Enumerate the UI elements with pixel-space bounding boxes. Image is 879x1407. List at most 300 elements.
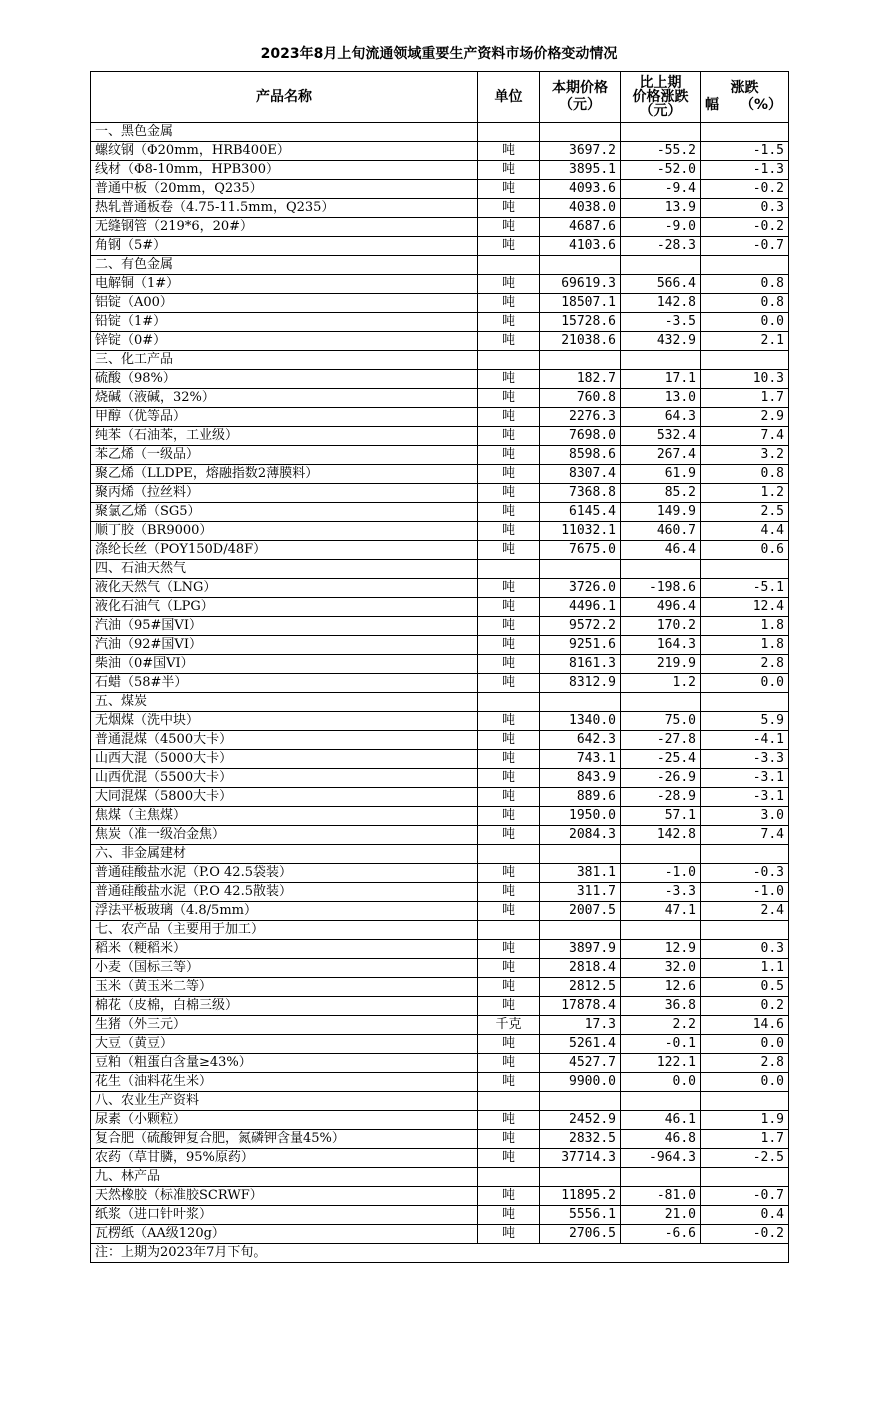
- category-row: [91, 560, 789, 579]
- table-row: [91, 617, 789, 636]
- percent-cell: 14.6: [701, 1016, 789, 1035]
- product-name: 液化天然气（LNG）: [91, 579, 478, 598]
- price-cell: [540, 693, 621, 712]
- unit-cell: 吨: [478, 1149, 540, 1168]
- table-row: [91, 750, 789, 769]
- change-cell: 219.9: [621, 655, 701, 674]
- unit-cell: 吨: [478, 940, 540, 959]
- category-row: [91, 921, 789, 940]
- price-cell: 17.3: [540, 1016, 621, 1035]
- unit-cell: 吨: [478, 769, 540, 788]
- header-change-line1: 比上期: [639, 75, 682, 91]
- percent-cell: 10.3: [701, 370, 789, 389]
- percent-cell: 0.0: [701, 674, 789, 693]
- table-row: [91, 294, 789, 313]
- change-cell: 17.1: [621, 370, 701, 389]
- price-cell: 37714.3: [540, 1149, 621, 1168]
- unit-cell: 吨: [478, 579, 540, 598]
- price-cell: 3895.1: [540, 161, 621, 180]
- unit-cell: 吨: [478, 541, 540, 560]
- unit-cell: 吨: [478, 864, 540, 883]
- product-name: 角钢（5#）: [91, 237, 478, 256]
- table-row: [91, 1111, 789, 1130]
- category-name: 五、煤炭: [91, 693, 478, 712]
- change-cell: 46.1: [621, 1111, 701, 1130]
- price-cell: 7368.8: [540, 484, 621, 503]
- table-row: [91, 655, 789, 674]
- price-cell: 3897.9: [540, 940, 621, 959]
- header-change-line3: （元）: [639, 103, 682, 119]
- product-name: 纸浆（进口针叶浆）: [91, 1206, 478, 1225]
- price-cell: 843.9: [540, 769, 621, 788]
- change-cell: 47.1: [621, 902, 701, 921]
- price-cell: 69619.3: [540, 275, 621, 294]
- product-name: 铝锭（A00）: [91, 294, 478, 313]
- unit-cell: 吨: [478, 731, 540, 750]
- category-name: 七、农产品（主要用于加工）: [91, 921, 478, 940]
- category-row: [91, 845, 789, 864]
- change-cell: [621, 560, 701, 579]
- percent-cell: [701, 256, 789, 275]
- table-row: [91, 940, 789, 959]
- percent-cell: [701, 1168, 789, 1187]
- unit-cell: 吨: [478, 1206, 540, 1225]
- product-name: 浮法平板玻璃（4.8/5mm）: [91, 902, 478, 921]
- header-price-line1: 本期价格: [552, 80, 608, 96]
- price-cell: 7675.0: [540, 541, 621, 560]
- price-cell: 21038.6: [540, 332, 621, 351]
- table-row: [91, 712, 789, 731]
- unit-cell: [478, 693, 540, 712]
- header-unit: 单位: [478, 72, 540, 123]
- table-row: [91, 484, 789, 503]
- price-cell: 8598.6: [540, 446, 621, 465]
- header-change-line2: 价格涨跌: [632, 89, 689, 105]
- product-name: 汽油（95#国VI）: [91, 617, 478, 636]
- product-name: 螺纹钢（Φ20mm，HRB400E）: [91, 142, 478, 161]
- price-cell: 4093.6: [540, 180, 621, 199]
- unit-cell: 吨: [478, 199, 540, 218]
- change-cell: [621, 921, 701, 940]
- unit-cell: 吨: [478, 218, 540, 237]
- table-row: [91, 218, 789, 237]
- table-row: [91, 408, 789, 427]
- percent-cell: -3.3: [701, 750, 789, 769]
- change-cell: -6.6: [621, 1225, 701, 1244]
- price-cell: 2832.5: [540, 1130, 621, 1149]
- table-row: [91, 731, 789, 750]
- table-row: [91, 1035, 789, 1054]
- change-cell: 267.4: [621, 446, 701, 465]
- percent-cell: -3.1: [701, 769, 789, 788]
- percent-cell: 3.0: [701, 807, 789, 826]
- change-cell: 36.8: [621, 997, 701, 1016]
- unit-cell: 吨: [478, 807, 540, 826]
- table-row: [91, 864, 789, 883]
- unit-cell: 吨: [478, 503, 540, 522]
- product-name: 聚丙烯（拉丝料）: [91, 484, 478, 503]
- change-cell: -9.4: [621, 180, 701, 199]
- price-table: [90, 71, 789, 1263]
- percent-cell: 0.4: [701, 1206, 789, 1225]
- table-row: [91, 788, 789, 807]
- unit-cell: 吨: [478, 902, 540, 921]
- price-cell: 2812.5: [540, 978, 621, 997]
- change-cell: [621, 1168, 701, 1187]
- change-cell: 0.0: [621, 1073, 701, 1092]
- unit-cell: 吨: [478, 1225, 540, 1244]
- percent-cell: 1.7: [701, 1130, 789, 1149]
- percent-cell: 1.8: [701, 617, 789, 636]
- table-row: [91, 1130, 789, 1149]
- change-cell: -9.0: [621, 218, 701, 237]
- product-name: 棉花（皮棉，白棉三级）: [91, 997, 478, 1016]
- unit-cell: 千克: [478, 1016, 540, 1035]
- category-name: 八、农业生产资料: [91, 1092, 478, 1111]
- product-name: 普通硅酸盐水泥（P.O 42.5袋装）: [91, 864, 478, 883]
- change-cell: -198.6: [621, 579, 701, 598]
- percent-cell: 5.9: [701, 712, 789, 731]
- price-cell: 11032.1: [540, 522, 621, 541]
- unit-cell: 吨: [478, 1187, 540, 1206]
- unit-cell: 吨: [478, 1054, 540, 1073]
- percent-cell: -3.1: [701, 788, 789, 807]
- change-cell: 32.0: [621, 959, 701, 978]
- table-row: [91, 1149, 789, 1168]
- percent-cell: 0.0: [701, 1073, 789, 1092]
- unit-cell: 吨: [478, 332, 540, 351]
- category-name: 九、林产品: [91, 1168, 478, 1187]
- product-name: 无烟煤（洗中块）: [91, 712, 478, 731]
- table-row: [91, 199, 789, 218]
- change-cell: -1.0: [621, 864, 701, 883]
- percent-cell: 0.3: [701, 940, 789, 959]
- change-cell: [621, 845, 701, 864]
- price-cell: 2818.4: [540, 959, 621, 978]
- price-cell: 8307.4: [540, 465, 621, 484]
- price-cell: [540, 351, 621, 370]
- change-cell: -3.3: [621, 883, 701, 902]
- price-cell: [540, 256, 621, 275]
- unit-cell: 吨: [478, 484, 540, 503]
- percent-cell: -1.0: [701, 883, 789, 902]
- price-cell: 743.1: [540, 750, 621, 769]
- unit-cell: 吨: [478, 370, 540, 389]
- unit-cell: 吨: [478, 408, 540, 427]
- change-cell: [621, 256, 701, 275]
- change-cell: 21.0: [621, 1206, 701, 1225]
- price-cell: 1950.0: [540, 807, 621, 826]
- product-name: 铅锭（1#）: [91, 313, 478, 332]
- product-name: 小麦（国标三等）: [91, 959, 478, 978]
- change-cell: [621, 351, 701, 370]
- percent-cell: 1.2: [701, 484, 789, 503]
- product-name: 大豆（黄豆）: [91, 1035, 478, 1054]
- table-row: [91, 446, 789, 465]
- product-name: 山西优混（5500大卡）: [91, 769, 478, 788]
- price-cell: [540, 921, 621, 940]
- table-row: [91, 959, 789, 978]
- change-cell: -964.3: [621, 1149, 701, 1168]
- header-price-line2: （元）: [559, 97, 601, 113]
- change-cell: -28.9: [621, 788, 701, 807]
- change-cell: -3.5: [621, 313, 701, 332]
- percent-cell: 0.0: [701, 1035, 789, 1054]
- unit-cell: 吨: [478, 712, 540, 731]
- unit-cell: 吨: [478, 389, 540, 408]
- change-cell: 496.4: [621, 598, 701, 617]
- percent-cell: [701, 560, 789, 579]
- unit-cell: 吨: [478, 161, 540, 180]
- price-cell: 9900.0: [540, 1073, 621, 1092]
- unit-cell: 吨: [478, 674, 540, 693]
- product-name: 液化石油气（LPG）: [91, 598, 478, 617]
- unit-cell: 吨: [478, 1130, 540, 1149]
- percent-cell: 0.3: [701, 199, 789, 218]
- product-name: 涤纶长丝（POY150D/48F）: [91, 541, 478, 560]
- unit-cell: 吨: [478, 617, 540, 636]
- table-row: [91, 370, 789, 389]
- table-row: [91, 275, 789, 294]
- table-row: [91, 978, 789, 997]
- price-cell: 4496.1: [540, 598, 621, 617]
- price-cell: 760.8: [540, 389, 621, 408]
- change-cell: 432.9: [621, 332, 701, 351]
- category-name: 一、黑色金属: [91, 123, 478, 142]
- unit-cell: 吨: [478, 275, 540, 294]
- table-row: [91, 826, 789, 845]
- change-cell: 64.3: [621, 408, 701, 427]
- percent-cell: 12.4: [701, 598, 789, 617]
- change-cell: 142.8: [621, 826, 701, 845]
- unit-cell: 吨: [478, 636, 540, 655]
- percent-cell: 1.9: [701, 1111, 789, 1130]
- unit-cell: 吨: [478, 978, 540, 997]
- product-name: 普通混煤（4500大卡）: [91, 731, 478, 750]
- product-name: 尿素（小颗粒）: [91, 1111, 478, 1130]
- percent-cell: 0.5: [701, 978, 789, 997]
- price-cell: 3726.0: [540, 579, 621, 598]
- percent-cell: -0.7: [701, 237, 789, 256]
- price-cell: 2706.5: [540, 1225, 621, 1244]
- change-cell: 142.8: [621, 294, 701, 313]
- percent-cell: [701, 351, 789, 370]
- unit-cell: 吨: [478, 294, 540, 313]
- change-cell: 164.3: [621, 636, 701, 655]
- category-name: 四、石油天然气: [91, 560, 478, 579]
- unit-cell: 吨: [478, 1035, 540, 1054]
- unit-cell: 吨: [478, 1073, 540, 1092]
- header-pct-line2: 幅 （%）: [705, 97, 783, 113]
- note-row: [91, 1244, 789, 1263]
- unit-cell: 吨: [478, 788, 540, 807]
- product-name: 玉米（黄玉米二等）: [91, 978, 478, 997]
- unit-cell: [478, 351, 540, 370]
- table-row: [91, 769, 789, 788]
- percent-cell: 3.2: [701, 446, 789, 465]
- header-current-price: [540, 72, 621, 123]
- price-cell: 5556.1: [540, 1206, 621, 1225]
- category-row: [91, 123, 789, 142]
- table-row: [91, 1225, 789, 1244]
- table-row: [91, 674, 789, 693]
- page-title: 2023年8月上旬流通领域重要生产资料市场价格变动情况: [260, 46, 618, 62]
- product-name: 顺丁胶（BR9000）: [91, 522, 478, 541]
- percent-cell: 1.1: [701, 959, 789, 978]
- unit-cell: 吨: [478, 427, 540, 446]
- product-name: 焦炭（准一级冶金焦）: [91, 826, 478, 845]
- percent-cell: 7.4: [701, 826, 789, 845]
- product-name: 稻米（粳稻米）: [91, 940, 478, 959]
- percent-cell: 0.6: [701, 541, 789, 560]
- percent-cell: -0.2: [701, 218, 789, 237]
- percent-cell: 1.8: [701, 636, 789, 655]
- unit-cell: 吨: [478, 142, 540, 161]
- product-name: 山西大混（5000大卡）: [91, 750, 478, 769]
- unit-cell: [478, 123, 540, 142]
- table-row: [91, 313, 789, 332]
- change-cell: -28.3: [621, 237, 701, 256]
- change-cell: 532.4: [621, 427, 701, 446]
- table-row: [91, 237, 789, 256]
- price-cell: 1340.0: [540, 712, 621, 731]
- product-name: 天然橡胶（标准胶SCRWF）: [91, 1187, 478, 1206]
- change-cell: 170.2: [621, 617, 701, 636]
- product-name: 线材（Φ8-10mm，HPB300）: [91, 161, 478, 180]
- unit-cell: 吨: [478, 446, 540, 465]
- category-row: [91, 256, 789, 275]
- percent-cell: [701, 1092, 789, 1111]
- unit-cell: 吨: [478, 465, 540, 484]
- product-name: 无缝钢管（219*6，20#）: [91, 218, 478, 237]
- unit-cell: 吨: [478, 1111, 540, 1130]
- price-cell: 889.6: [540, 788, 621, 807]
- footnote: 注：上期为2023年7月下旬。: [91, 1244, 789, 1263]
- table-header-row: [91, 72, 789, 123]
- percent-cell: -0.2: [701, 1225, 789, 1244]
- table-row: [91, 883, 789, 902]
- product-name: 聚氯乙烯（SG5）: [91, 503, 478, 522]
- change-cell: -55.2: [621, 142, 701, 161]
- table-row: [91, 161, 789, 180]
- percent-cell: -0.2: [701, 180, 789, 199]
- percent-cell: -4.1: [701, 731, 789, 750]
- category-name: 六、非金属建材: [91, 845, 478, 864]
- change-cell: 75.0: [621, 712, 701, 731]
- table-row: [91, 427, 789, 446]
- change-cell: 46.4: [621, 541, 701, 560]
- table-row: [91, 902, 789, 921]
- product-name: 农药（草甘膦，95%原药）: [91, 1149, 478, 1168]
- unit-cell: [478, 1168, 540, 1187]
- product-name: 石蜡（58#半）: [91, 674, 478, 693]
- price-cell: 9251.6: [540, 636, 621, 655]
- price-cell: 381.1: [540, 864, 621, 883]
- price-cell: [540, 123, 621, 142]
- price-cell: 18507.1: [540, 294, 621, 313]
- price-cell: 2276.3: [540, 408, 621, 427]
- percent-cell: 1.7: [701, 389, 789, 408]
- product-name: 普通中板（20mm，Q235）: [91, 180, 478, 199]
- price-cell: 4038.0: [540, 199, 621, 218]
- price-cell: 4527.7: [540, 1054, 621, 1073]
- table-row: [91, 636, 789, 655]
- change-cell: 566.4: [621, 275, 701, 294]
- table-row: [91, 1187, 789, 1206]
- percent-cell: 2.1: [701, 332, 789, 351]
- change-cell: -27.8: [621, 731, 701, 750]
- price-cell: 182.7: [540, 370, 621, 389]
- category-row: [91, 1092, 789, 1111]
- price-cell: 6145.4: [540, 503, 621, 522]
- change-cell: 149.9: [621, 503, 701, 522]
- product-name: 热轧普通板卷（4.75-11.5mm，Q235）: [91, 199, 478, 218]
- change-cell: 12.9: [621, 940, 701, 959]
- change-cell: 13.9: [621, 199, 701, 218]
- product-name: 复合肥（硫酸钾复合肥，氮磷钾含量45%）: [91, 1130, 478, 1149]
- product-name: 硫酸（98%）: [91, 370, 478, 389]
- change-cell: -52.0: [621, 161, 701, 180]
- price-cell: 9572.2: [540, 617, 621, 636]
- product-name: 纯苯（石油苯，工业级）: [91, 427, 478, 446]
- percent-cell: -2.5: [701, 1149, 789, 1168]
- unit-cell: 吨: [478, 655, 540, 674]
- product-name: 电解铜（1#）: [91, 275, 478, 294]
- table-row: [91, 503, 789, 522]
- header-price-change: [621, 72, 701, 123]
- percent-cell: 7.4: [701, 427, 789, 446]
- product-name: 锌锭（0#）: [91, 332, 478, 351]
- percent-cell: 2.8: [701, 1054, 789, 1073]
- table-row: [91, 389, 789, 408]
- change-cell: 2.2: [621, 1016, 701, 1035]
- category-name: 三、化工产品: [91, 351, 478, 370]
- price-cell: [540, 1168, 621, 1187]
- percent-cell: -5.1: [701, 579, 789, 598]
- percent-cell: -1.5: [701, 142, 789, 161]
- unit-cell: [478, 845, 540, 864]
- unit-cell: [478, 921, 540, 940]
- product-name: 焦煤（主焦煤）: [91, 807, 478, 826]
- header-pct-line1: 涨跌: [730, 80, 759, 96]
- table-row: [91, 1206, 789, 1225]
- change-cell: [621, 693, 701, 712]
- price-cell: 7698.0: [540, 427, 621, 446]
- product-name: 苯乙烯（一级品）: [91, 446, 478, 465]
- percent-cell: 2.9: [701, 408, 789, 427]
- price-cell: 642.3: [540, 731, 621, 750]
- product-name: 花生（油料花生米）: [91, 1073, 478, 1092]
- change-cell: 85.2: [621, 484, 701, 503]
- percent-cell: 0.2: [701, 997, 789, 1016]
- percent-cell: [701, 921, 789, 940]
- change-cell: -81.0: [621, 1187, 701, 1206]
- change-cell: 12.6: [621, 978, 701, 997]
- price-cell: 2452.9: [540, 1111, 621, 1130]
- unit-cell: 吨: [478, 959, 540, 978]
- change-cell: 13.0: [621, 389, 701, 408]
- price-cell: 3697.2: [540, 142, 621, 161]
- price-cell: 4103.6: [540, 237, 621, 256]
- product-name: 柴油（0#国VI）: [91, 655, 478, 674]
- unit-cell: 吨: [478, 750, 540, 769]
- price-cell: 311.7: [540, 883, 621, 902]
- price-cell: [540, 845, 621, 864]
- percent-cell: -1.3: [701, 161, 789, 180]
- header-change-percent: [701, 72, 789, 123]
- product-name: 生猪（外三元）: [91, 1016, 478, 1035]
- price-cell: [540, 560, 621, 579]
